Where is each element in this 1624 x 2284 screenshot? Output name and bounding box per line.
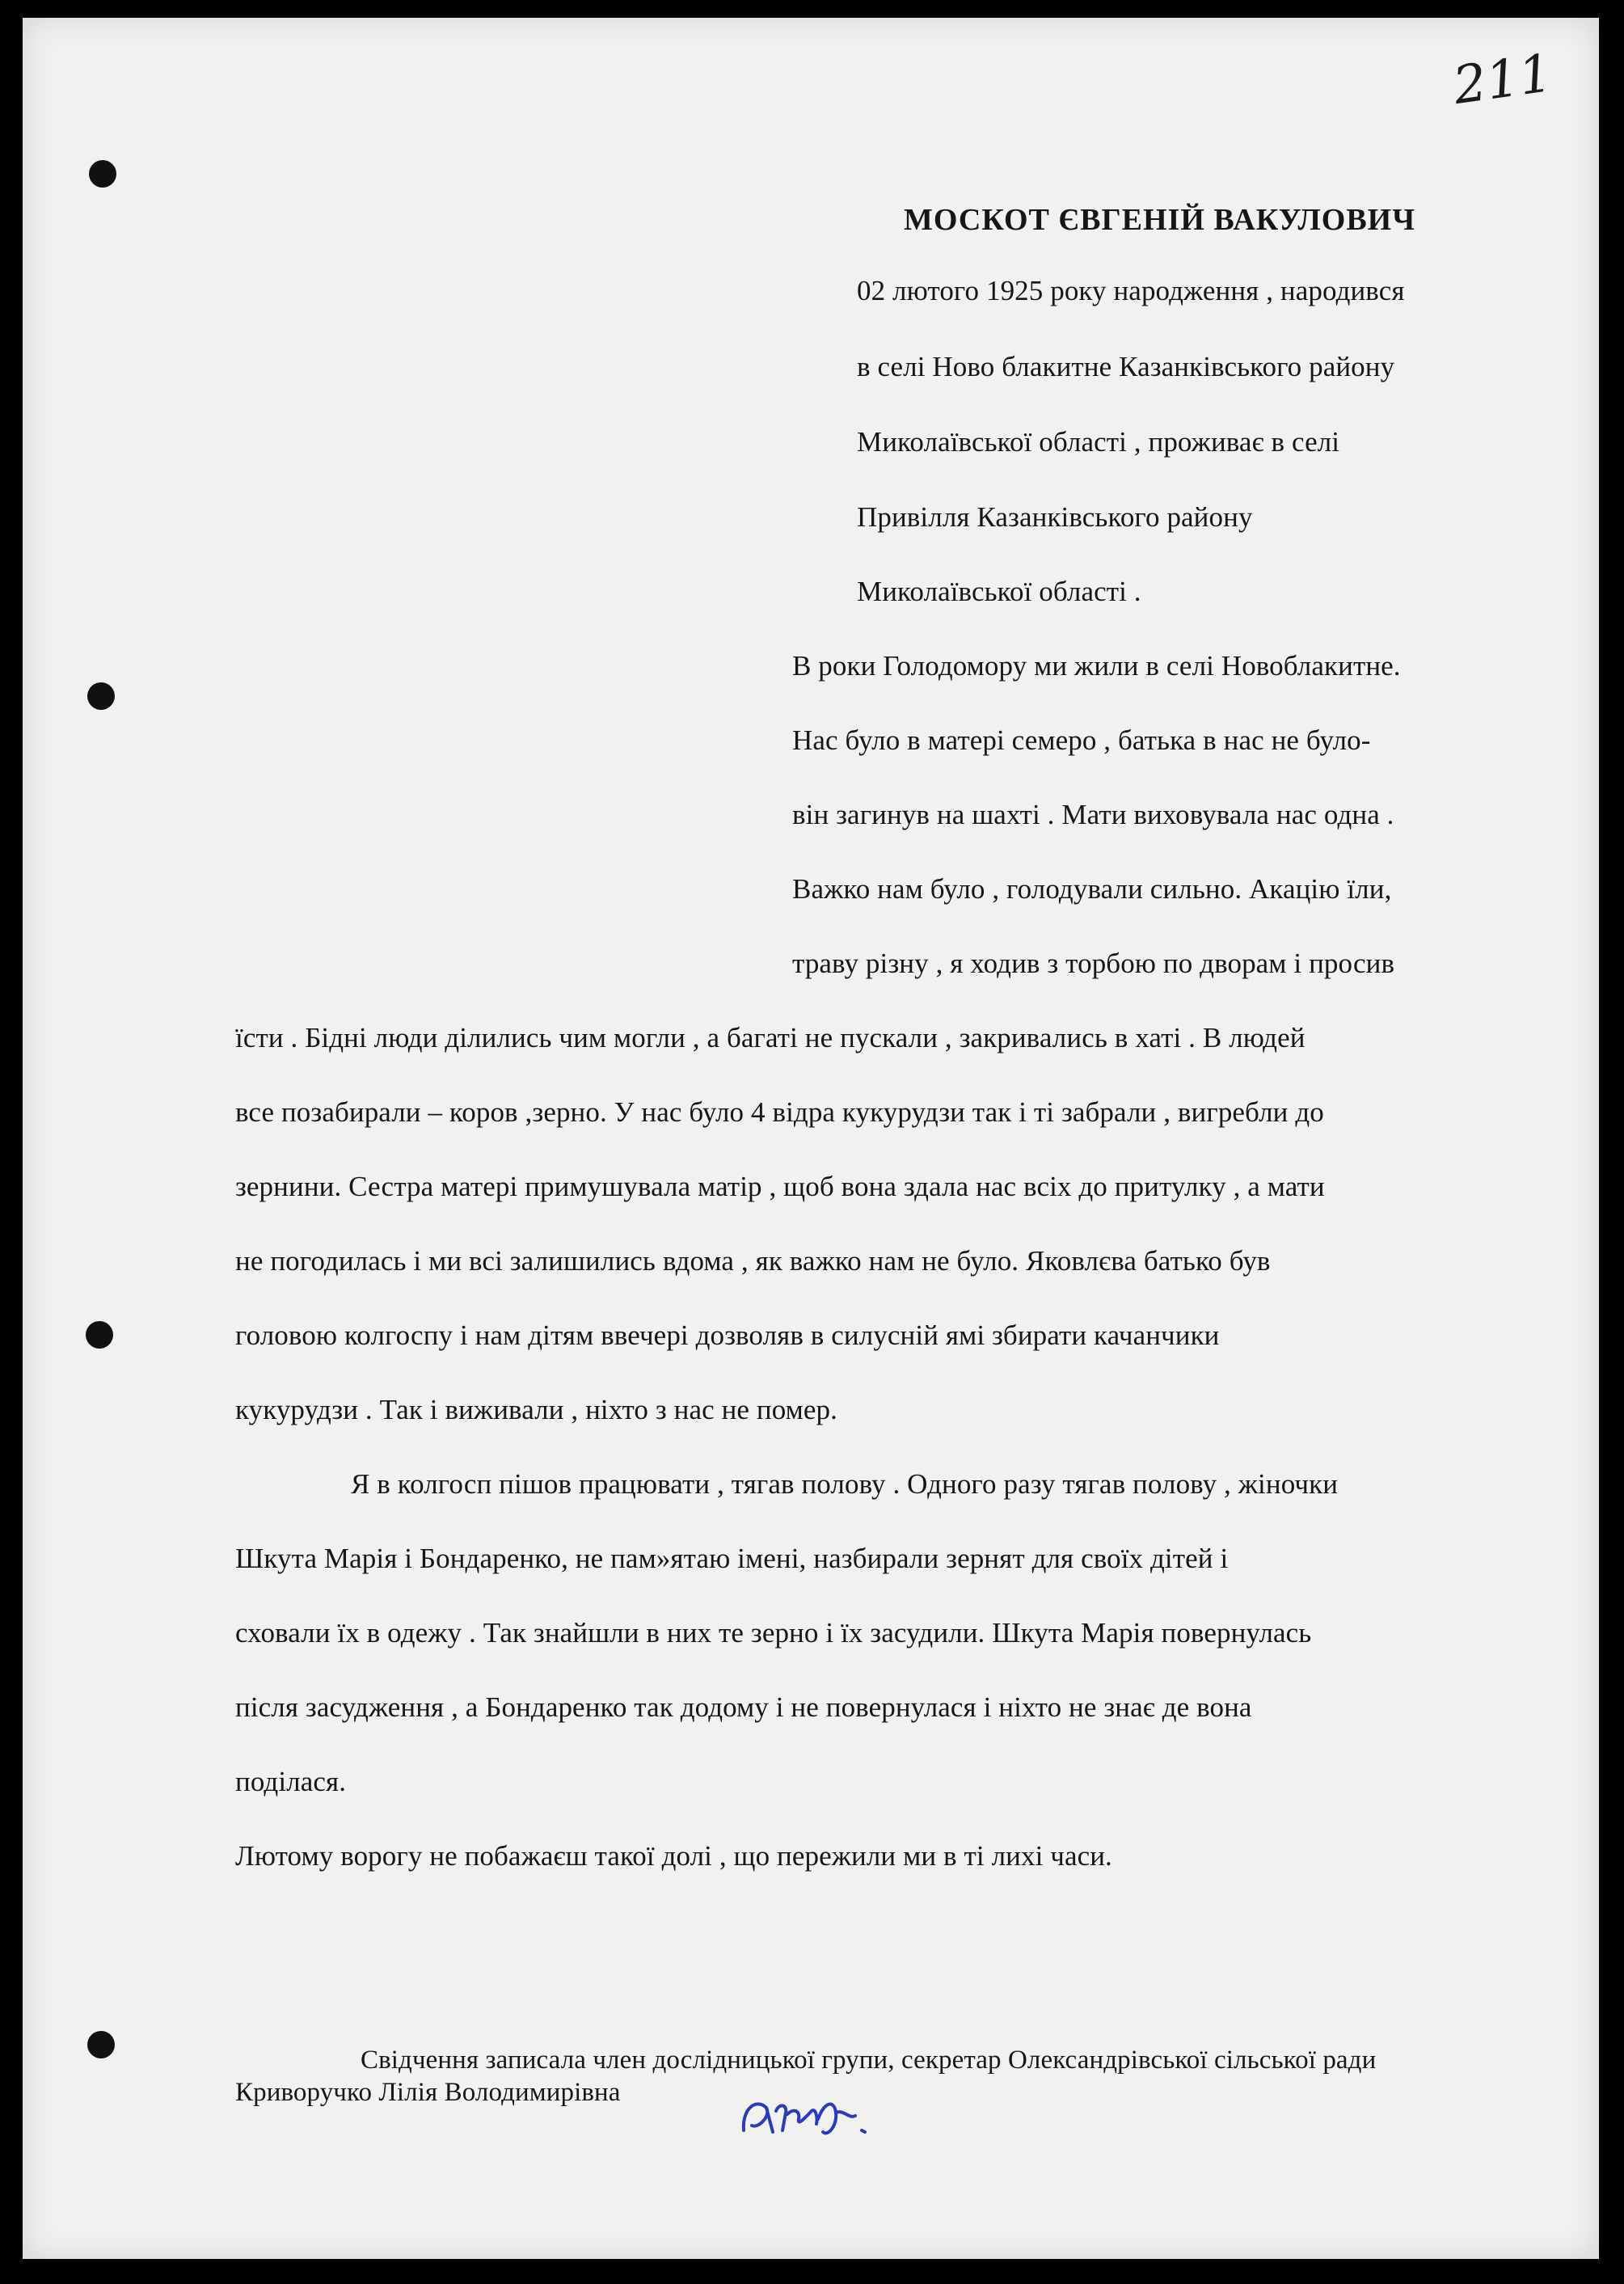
- header-line: в селі Ново блакитне Казанківського району: [857, 351, 1395, 382]
- paragraph-line: поділася.: [235, 1766, 347, 1797]
- paragraph-line: сховали їх в одежу . Так знайшли в них те зерно і їх засудили. Шкута Марія повернулась: [235, 1617, 1312, 1649]
- paragraph-line: траву різну , я ходив з торбою по дворам і просив: [792, 948, 1395, 979]
- paragraph-line: все позабирали – коров ,зерно. У нас було 4 відра кукурудзи так і ті забрали , вигребли до: [235, 1096, 1324, 1128]
- document-page: [23, 18, 1599, 2259]
- closing-line: Лютому ворогу не побажаєш такої долі , що пережили ми в ті лихі часи.: [235, 1840, 1112, 1872]
- footer-line: Свідчення записала член дослідницької групи, секретар Олександрівської сільської ради: [361, 2045, 1377, 2075]
- paragraph-line: головою колгоспу і нам дітям ввечері дозволяв в силусній ямі збирати качанчики: [235, 1319, 1220, 1351]
- paragraph-line: В роки Голодомору ми жили в селі Новоблакитне.: [792, 650, 1401, 682]
- paragraph-line: він загинув на шахті . Мати виховувала нас одна .: [792, 799, 1394, 830]
- header-line: Миколаївської області .: [857, 576, 1141, 607]
- binder-hole: [89, 160, 116, 188]
- header-line: Миколаївської області , проживає в селі: [857, 426, 1340, 458]
- signature-image: [734, 2083, 896, 2148]
- paragraph-line: Важко нам було , голодували сильно. Акацію їли,: [792, 873, 1392, 905]
- document-title: МОСКОТ ЄВГЕНІЙ ВАКУЛОВИЧ: [904, 203, 1416, 237]
- paragraph-line: Нас було в матері семеро , батька в нас не було-: [792, 724, 1371, 756]
- paragraph-line: після засудження , а Бондаренко так додому і не повернулася і ніхто не знає де вона: [235, 1691, 1252, 1723]
- binder-hole: [86, 1321, 113, 1349]
- footer-line: Криворучко Лілія Володимирівна: [235, 2078, 621, 2107]
- binder-hole: [87, 682, 115, 710]
- paragraph-line: Шкута Марія і Бондаренко, не пам»ятаю імені, назбирали зернят для своїх дітей і: [235, 1543, 1229, 1574]
- paragraph-line: зернини. Сестра матері примушувала матір , щоб вона здала нас всіх до притулку , а мати: [235, 1171, 1325, 1202]
- paragraph-line: не погодилась і ми всі залишились вдома , як важко нам не було. Яковлєва батько був: [235, 1245, 1271, 1277]
- paragraph-line: кукурудзи . Так і виживали , ніхто з нас не помер.: [235, 1394, 837, 1425]
- paragraph-line: їсти . Бідні люди ділились чим могли , а багаті не пускали , закривались в хаті . В людей: [235, 1022, 1306, 1053]
- binder-hole: [87, 2031, 115, 2058]
- header-line: 02 лютого 1925 року народження , народився: [857, 275, 1405, 306]
- page-number: 211: [1449, 43, 1556, 117]
- paragraph-line: Я в колгосп пішов працювати , тягав полову . Одного разу тягав полову , жіночки: [351, 1468, 1339, 1500]
- header-line: Привілля Казанківського району: [857, 501, 1253, 533]
